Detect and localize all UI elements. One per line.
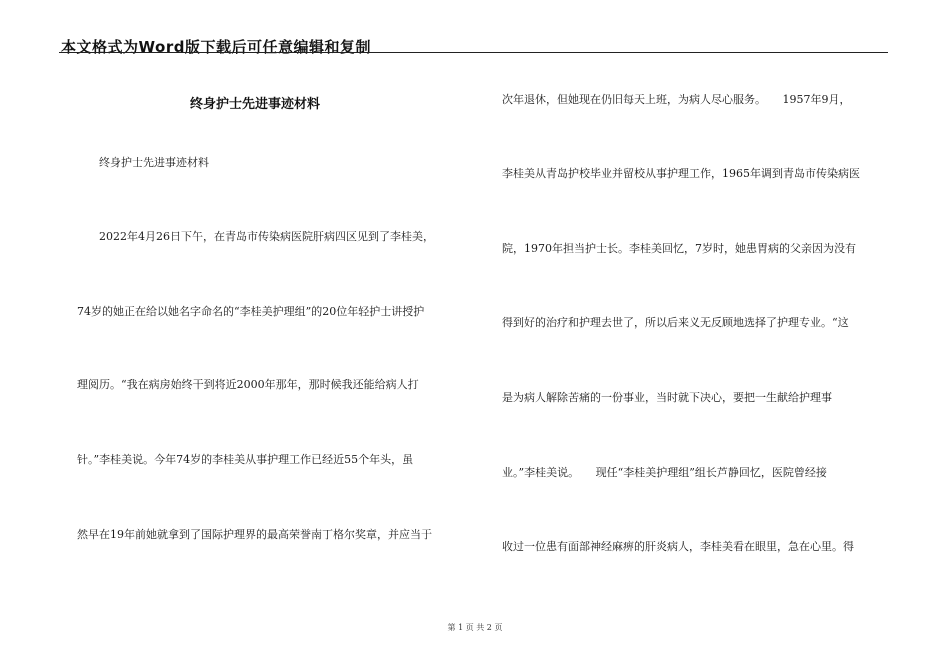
paragraph-line: 然早在19年前她就拿到了国际护理界的最高荣誉南丁格尔奖章，并应当于 bbox=[77, 528, 432, 541]
document-title: 终身护士先进事迹材料 bbox=[190, 97, 321, 112]
paragraph-line: 院，1970年担当护士长。李桂美回忆，7岁时，她患胃病的父亲因为没有 bbox=[502, 242, 856, 255]
paragraph-line: 2022年4月26日下午，在青岛市传染病医院肝病四区见到了李桂美， bbox=[77, 230, 434, 243]
paragraph-line: 是为病人解除苦痛的一份事业，当时就下决心，要把一生献给护理事 bbox=[502, 391, 832, 404]
paragraph-line: 针。”李桂美说。今年74岁的李桂美从事护理工作已经近55个年头，虽 bbox=[77, 453, 414, 466]
paragraph-line: 理阅历。“我在病房始终干到将近2000年那年，那时候我还能给病人打 bbox=[77, 378, 419, 391]
paragraph-line: 终身护士先进事迹材料 bbox=[77, 156, 209, 169]
paragraph-line: 74岁的她正在给以她名字命名的“李桂美护理组”的20位年轻护士讲授护 bbox=[77, 305, 425, 318]
paragraph-line: 次年退休，但她现在仍旧每天上班，为病人尽心服务。 1957年9月， bbox=[502, 93, 851, 106]
paragraph-line: 收过一位患有面部神经麻痹的肝炎病人，李桂美看在眼里，急在心里。得 bbox=[502, 540, 854, 553]
header-divider bbox=[59, 52, 888, 53]
paragraph-line: 李桂美从青岛护校毕业并留校从事护理工作，1965年调到青岛市传染病医 bbox=[502, 167, 860, 180]
page-number-footer: 第 1 页 共 2 页 bbox=[447, 623, 503, 632]
paragraph-line: 业。”李桂美说。 现任“李桂美护理组”组长芦静回忆，医院曾经接 bbox=[502, 466, 827, 479]
download-banner-text: 本文格式为Word版下载后可任意编辑和复制 bbox=[61, 38, 371, 56]
paragraph-line: 得到好的治疗和护理去世了，所以后来义无反顾地选择了护理专业。“这 bbox=[502, 316, 849, 329]
